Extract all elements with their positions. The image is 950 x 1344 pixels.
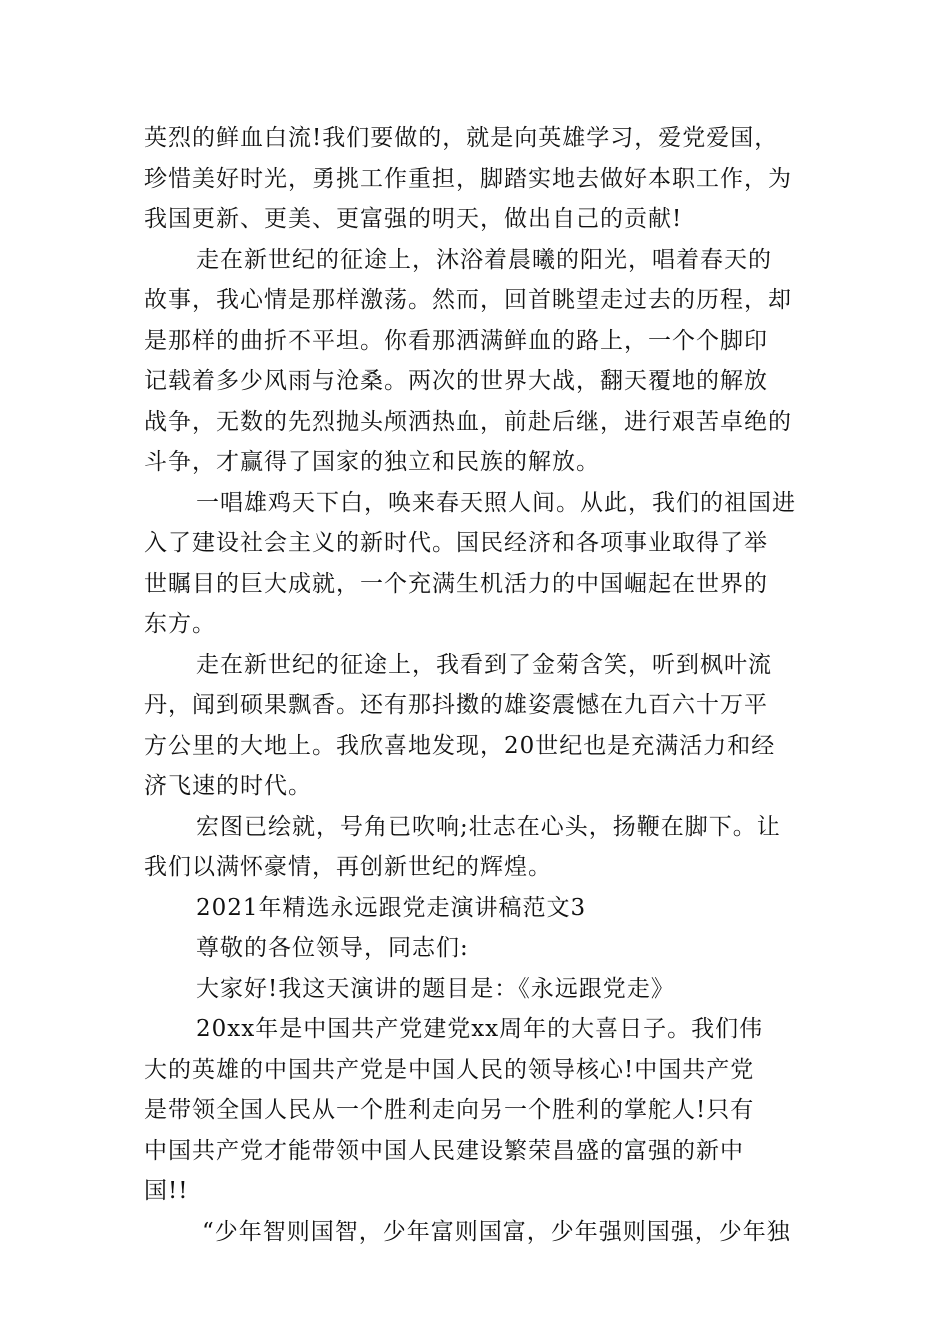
body-line: 我们以满怀豪情，再创新世纪的辉煌。 — [144, 854, 552, 880]
paragraph-start-line: 走在新世纪的征途上，沐浴着晨曦的阳光，唱着春天的 — [196, 246, 772, 273]
body-line: 世瞩目的巨大成就，一个充满生机活力的中国崛起在世界的 — [144, 570, 768, 597]
body-line: 方公里的大地上。我欣喜地发现，20世纪也是充满活力和经 — [144, 732, 776, 759]
quote-line: “少年智则国智，少年富则国富，少年强则国强，少年独 — [202, 1218, 791, 1245]
body-line: 珍惜美好时光，勇挑工作重担，脚踏实地去做好本职工作，为 — [144, 165, 792, 192]
paragraph-start-line: 走在新世纪的征途上，我看到了金菊含笑，听到枫叶流 — [196, 651, 772, 678]
body-line: 济飞速的时代。 — [144, 773, 312, 799]
paragraph-start-line: 宏图已绘就，号角已吹响;壮志在心头，扬鞭在脚下。让 — [196, 813, 781, 840]
body-line: 记载着多少风雨与沧桑。两次的世界大战，翻天覆地的解放 — [144, 368, 768, 394]
body-line: 故事，我心情是那样激荡。然而，回首眺望走过去的历程，却 — [144, 287, 792, 313]
body-line: 斗争，才赢得了国家的独立和民族的解放。 — [144, 449, 600, 475]
body-line: 英烈的鲜血白流!我们要做的，就是向英雄学习，爱党爱国， — [144, 125, 779, 151]
body-line: 丹，闻到硕果飘香。还有那抖擞的雄姿震憾在九百六十万平 — [144, 692, 768, 718]
document-body — [144, 118, 814, 1252]
section-title: 2021年精选永远跟党走演讲稿范文3 — [196, 894, 587, 921]
body-line: 入了建设社会主义的新时代。国民经济和各项事业取得了举 — [144, 530, 768, 556]
paragraph-start-line: 20xx年是中国共产党建党xx周年的大喜日子。我们伟 — [196, 1016, 764, 1042]
body-line: 大的英雄的中国共产党是中国人民的领导核心!中国共产党 — [144, 1056, 755, 1083]
body-line: 是带领全国人民从一个胜利走向另一个胜利的掌舵人!只有 — [144, 1097, 755, 1123]
body-line: 中国共产党才能带领中国人民建设繁荣昌盛的富强的新中 — [144, 1137, 744, 1164]
salutation: 尊敬的各位领导，同志们: — [196, 935, 469, 961]
body-line: 我国更新、更美、更富强的明天，做出自己的贡献! — [144, 206, 683, 232]
body-line: 东方。 — [144, 611, 216, 637]
body-line: 战争，无数的先烈抛头颅洒热血，前赴后继，进行艰苦卓绝的 — [144, 408, 792, 435]
paragraph-start-line: 一唱雄鸡天下白，唤来春天照人间。从此，我们的祖国进 — [196, 489, 796, 516]
body-line: 国!! — [144, 1178, 189, 1204]
speech-topic-line: 大家好!我这天演讲的题目是：《永远跟党走》 — [196, 975, 675, 1002]
body-line: 是那样的曲折不平坦。你看那洒满鲜血的路上，一个个脚印 — [144, 327, 768, 354]
